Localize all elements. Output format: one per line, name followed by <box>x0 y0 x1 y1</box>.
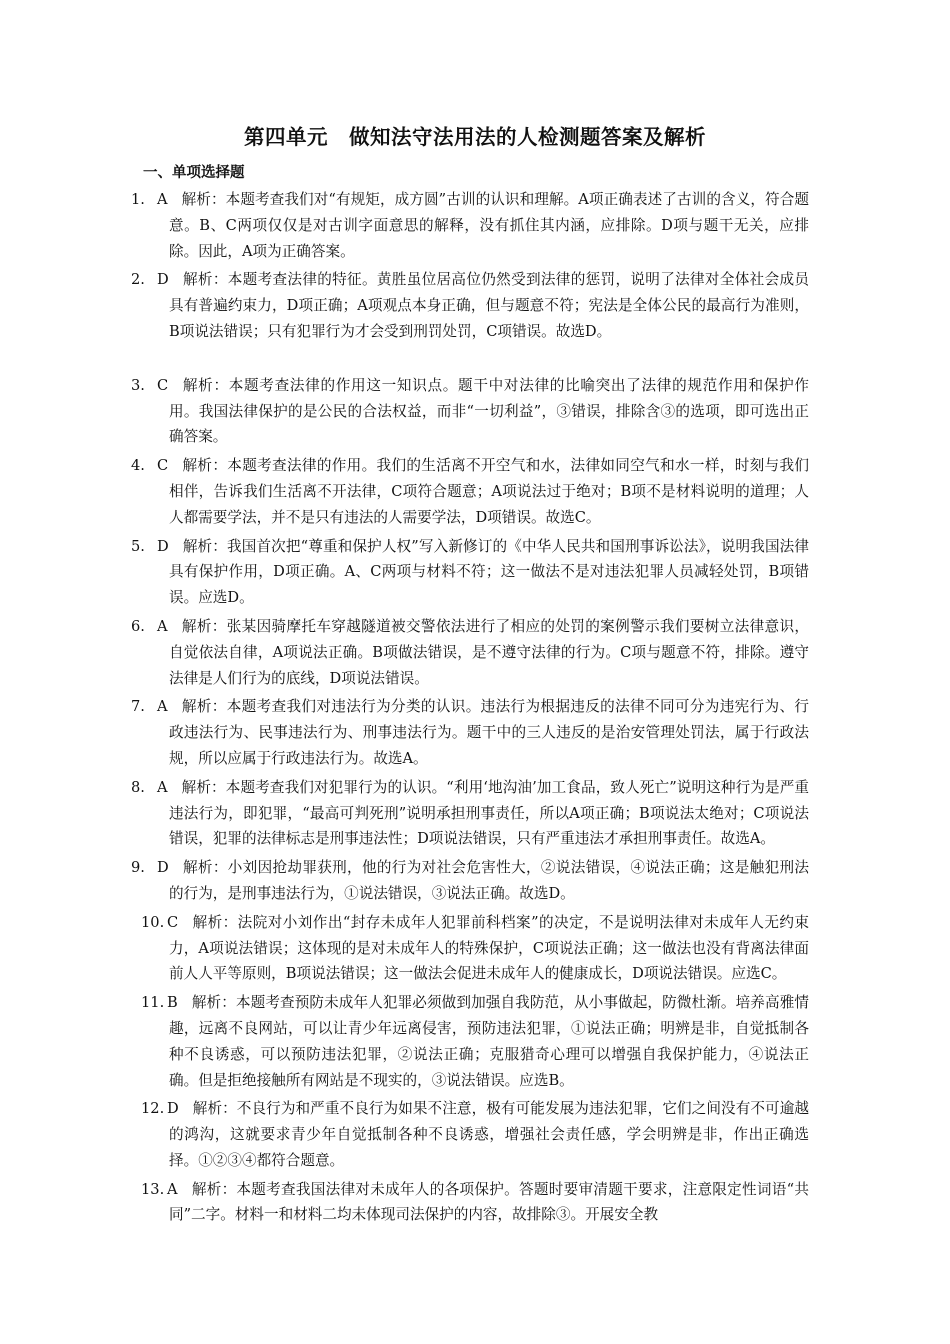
section-heading: 一、单项选择题 <box>143 165 245 181</box>
answer-explanation: 解析：本题考查我们对违法行为分类的认识。违法行为根据违反的法律不同可分为违宪行为、行政违法行为、民事违法行为、刑事违法行为。题干中的三人违反的是治安管理处罚法，属于行政法规，所以应属于行政违法行为。故选A。 <box>169 698 809 767</box>
answer-explanation: 解析：张某因骑摩托车穿越隧道被交警依法进行了相应的处罚的案例警示我们要树立法律意识，自觉依法自律，A项说法正确。B项做法错误，是不遵守法律的行为。C项与题意不符，排除。遵守法律是人们行为的底线，D项说法错误。 <box>169 617 809 687</box>
answer-item <box>143 1177 809 1229</box>
answer-number: 7. <box>131 698 145 716</box>
answer-key: D <box>167 1100 179 1118</box>
answer-key: D <box>157 537 169 555</box>
answer-explanation: 解析：本题考查我们对犯罪行为的认识。“利用‘地沟油’加工食品，致人死亡”说明这种行为是严重违法行为，即犯罪，“最高可判死刑”说明承担刑事责任，所以A项正确；B项说法太绝对；C项说法错误，犯罪的法律标志是刑事违法性；D项说法错误，只有严重违法才承担刑事责任。故选A。 <box>169 778 809 848</box>
answer-key: D <box>157 859 169 877</box>
answer-explanation: 解析：小刘因抢劫罪获刑，他的行为对社会危害性大，②说法错误，④说法正确；这是触犯刑法的行为，是刑事违法行为，①说法错误，③说法正确。故选D。 <box>169 859 809 902</box>
answer-explanation: 解析：本题考查法律的作用。我们的生活离不开空气和水，法律如同空气和水一样，时刻与我们相伴，告诉我们生活离不开法律，C项符合题意；A项说法过于绝对；B项不是材料说明的道理；人人都需要学法，并不是只有违法的人需要学法，D项错误。故选C。 <box>169 457 809 526</box>
answer-number: 5. <box>131 537 145 555</box>
answer-item <box>131 534 809 611</box>
answer-number: 11. <box>141 994 165 1012</box>
answer-item <box>143 1096 809 1173</box>
answer-explanation: 解析：本题考查我们对“有规矩，成方圆”古训的认识和理解。A项正确表述了古训的含义，符合题意。B、C两项仅仅是对古训字面意思的解释，没有抓住其内涵，应排除。D项与题干无关，应排除。因此，A项为正确答案。 <box>169 191 809 260</box>
answer-explanation: 解析：不良行为和严重不良行为如果不注意，极有可能发展为违法犯罪，它们之间没有不可逾越的鸿沟，这就要求青少年自觉抵制各种不良诱惑，增强社会责任感，学会明辨是非，作出正确选择。①②③④都符合题意。 <box>169 1100 809 1169</box>
answer-key: C <box>157 376 169 394</box>
answer-explanation: 解析：我国首次把“尊重和保护人权”写入新修订的《中华人民共和国刑事诉讼法》，说明我国法律具有保护作用，D项正确。A、C两项与材料不符；这一做法不是对违法犯罪人员减轻处罚，B项错误。应选D。 <box>169 537 809 607</box>
answer-key: A <box>157 778 168 796</box>
answer-item <box>131 187 809 264</box>
answer-item <box>131 855 809 907</box>
answer-item <box>131 373 809 450</box>
answer-number: 9. <box>131 859 145 877</box>
answer-item <box>131 267 809 344</box>
answer-explanation: 解析：本题考查我国法律对未成年人的各项保护。答题时要审清题干要求，注意限定性词语“共同”二字。材料一和材料二均未体现司法保护的内容，故排除③。开展安全教 <box>169 1180 809 1224</box>
answer-key: A <box>157 617 168 635</box>
answer-number: 2. <box>131 271 145 289</box>
answer-item <box>143 990 809 1093</box>
answer-key: B <box>167 994 178 1012</box>
answer-key: A <box>167 1180 178 1198</box>
answer-explanation: 解析：本题考查法律的特征。黄胜虽位居高位仍然受到法律的惩罚，说明了法律对全体社会成员具有普遍约束力，D项正确；A项观点本身正确，但与题意不符；宪法是全体公民的最高行为准则，B项说法错误；只有犯罪行为才会受到刑罚处罚，C项错误。故选D。 <box>169 271 809 340</box>
answer-explanation: 解析：本题考查法律的作用这一知识点。题干中对法律的比喻突出了法律的规范作用和保护作用。我国法律保护的是公民的合法权益，而非“一切利益”，③错误，排除含③的选项，即可选出正确答案。 <box>169 376 809 446</box>
answer-number: 6. <box>131 617 145 635</box>
answer-explanation: 解析：法院对小刘作出“封存未成年人犯罪前科档案”的决定，不是说明法律对未成年人无约束力，A项说法错误；这体现的是对未成年人的特殊保护，C项说法正确；这一做法也没有背离法律面前人人平等原则，B项说法错误；这一做法会促进未成年人的健康成长，D项说法错误。应选C。 <box>169 913 809 983</box>
answer-number: 4. <box>131 457 145 475</box>
document-title: 第四单元 做知法守法用法的人检测题答案及解析 <box>244 125 706 149</box>
answer-item <box>143 910 809 987</box>
answer-item <box>131 614 809 691</box>
answer-number: 12. <box>141 1100 165 1118</box>
answer-key: C <box>167 913 179 931</box>
answer-number: 8. <box>131 778 145 796</box>
answer-number: 3. <box>131 376 145 394</box>
answer-key: A <box>157 698 168 716</box>
answer-key: A <box>157 191 168 208</box>
answer-key: C <box>157 457 169 475</box>
answer-key: D <box>157 271 169 289</box>
answer-item <box>131 453 809 530</box>
answer-list <box>131 187 809 1231</box>
answer-item <box>131 694 809 771</box>
answer-number: 13. <box>141 1180 165 1198</box>
answer-explanation: 解析：本题考查预防未成年人犯罪必须做到加强自我防范，从小事做起，防微杜渐。培养高雅情趣，远离不良网站，可以让青少年远离侵害，预防违法犯罪，①说法正确；明辨是非，自觉抵制各种不良诱惑，可以预防违法犯罪，②说法正确；克服猎奇心理可以增强自我保护能力，④说法正确。但是拒绝接触所有网站是不现实的，③说法错误。应选B。 <box>169 994 809 1089</box>
answer-item <box>131 775 809 852</box>
answer-number: 1. <box>131 191 145 208</box>
answer-number: 10. <box>141 913 165 931</box>
